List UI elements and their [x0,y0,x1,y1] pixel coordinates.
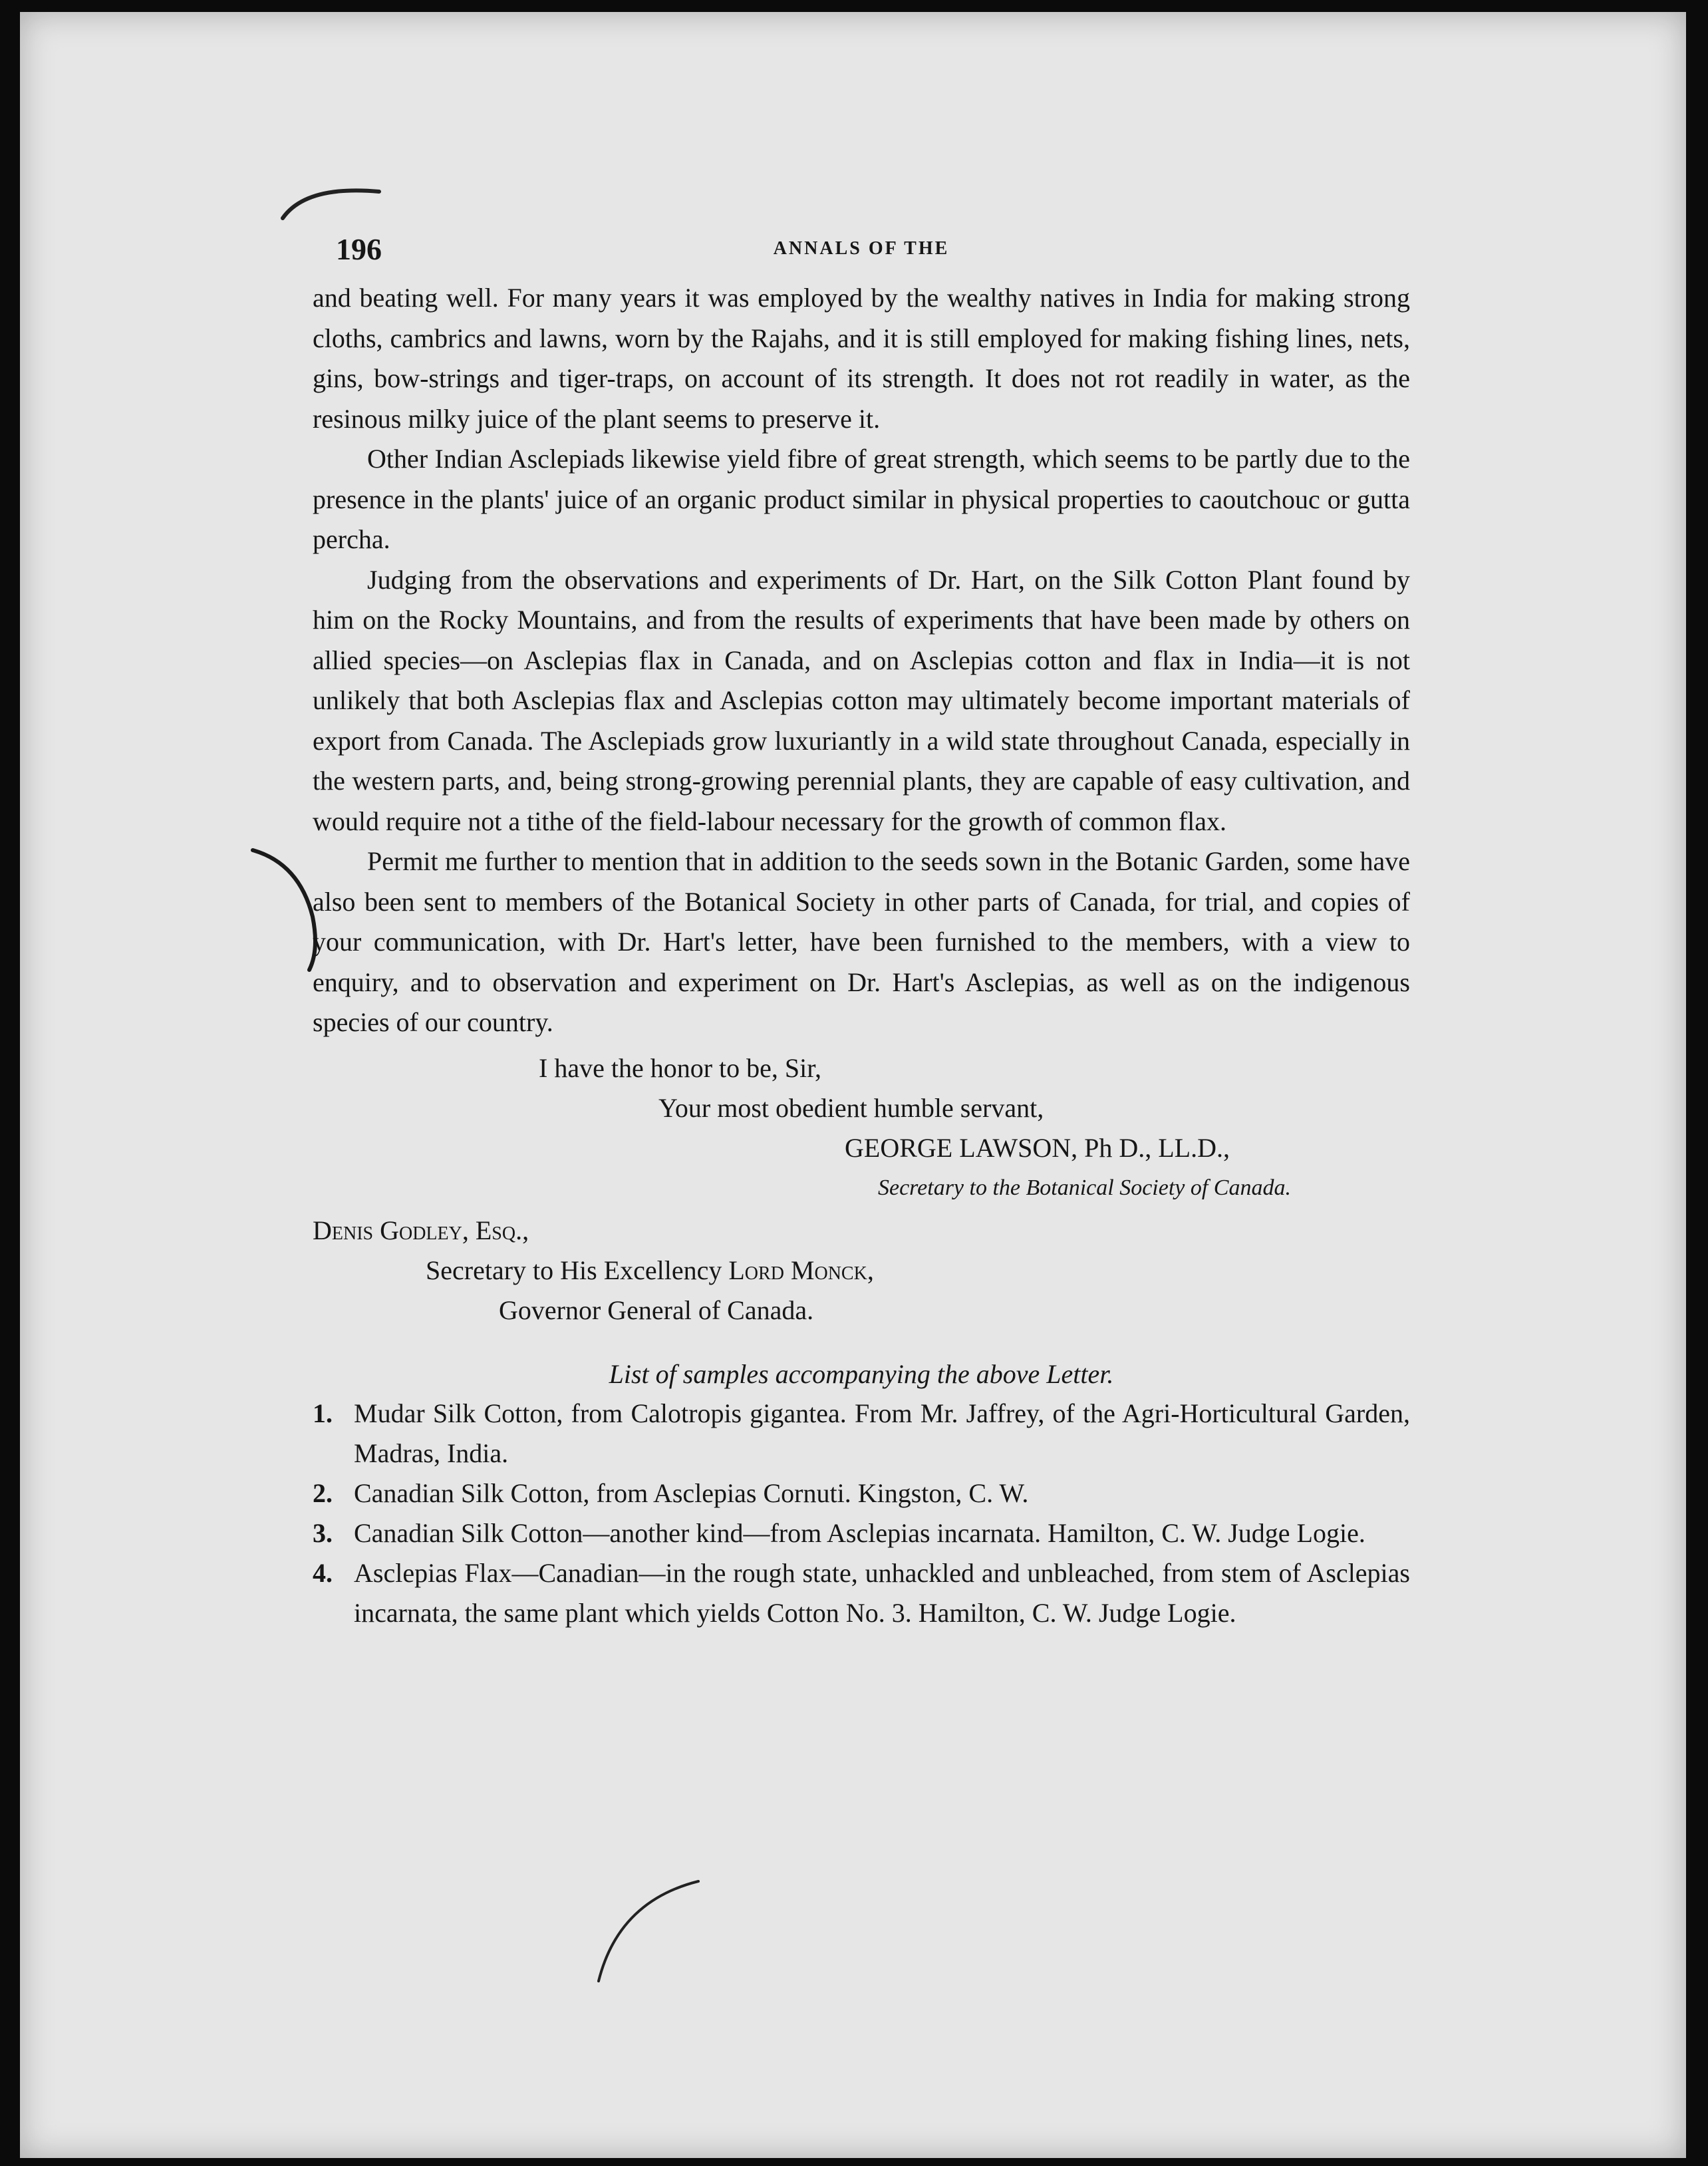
addressee-line-3: Governor General of Canada. [499,1295,814,1325]
sample-number: 2. [313,1477,333,1508]
signature-title: Secretary to the Botanical Society of Canada. [878,1175,1291,1200]
signature: GEORGE LAWSON, Ph D., LL.D., [845,1132,1230,1163]
closing-line-2: Your most obedient humble servant, [658,1092,1044,1123]
text-block [313,232,1410,1633]
addressee-line-2-name: Lord Monck, [728,1255,874,1285]
pencil-mark-top [279,178,386,225]
paragraph-2: Other Indian Asclepiads likewise yield fibre of great strength, which seems to be partly due to the presence in the plants' juice of an organic product similar in physical properties to caoutchouc or gutta percha. [313,444,1410,554]
sample-number: 1. [313,1398,333,1428]
running-head: ANNALS OF THE [773,238,950,259]
sample-number: 4. [313,1557,333,1588]
addressee-line-2-prefix: Secretary to His Excellency [426,1255,729,1285]
addressee [313,1211,1410,1330]
addressee-name: Denis Godley, Esq., [313,1215,529,1245]
letter-closing [313,1048,1410,1208]
page-header [313,232,1410,278]
sample-text: Canadian Silk Cotton—another kind—from Asclepias incarnata. Hamilton, C. W. Judge Logie. [354,1517,1365,1548]
sample-item-4 [313,1553,1410,1633]
sample-text: Mudar Silk Cotton, from Calotropis gigantea. From Mr. Jaffrey, of the Agri-Horticultural Garden, Madras, India. [354,1398,1410,1468]
page-number: 196 [336,232,382,266]
sample-item-3 [313,1513,1410,1553]
samples-list [313,1394,1410,1633]
sample-item-2 [313,1473,1410,1513]
paragraph-3: Judging from the observations and experiments of Dr. Hart, on the Silk Cotton Plant found by him on the Rocky Mountains, and from the results of experiments that have been made by others on allied species—on Asclepias flax in Canada, and on Asclepias cotton and flax in India—it is not unlikely that both Asclepias flax and Asclepias cotton may ultimately become important materials of export from Canada. The Asclepiads grow luxuriantly in a wild state throughout Canada, especially in the western parts, and, being strong-growing perennial plants, they are capable of easy cultivation, and would require not a tithe of the field-labour necessary for the growth of common flax. [313,564,1410,836]
sample-text: Asclepias Flax—Canadian—in the rough state, unhackled and unbleached, from stem of Asclepias incarnata, the same plant which yields Cotton No. 3. Hamilton, C. W. Judge Logie. [354,1557,1410,1628]
paragraph-1: and beating well. For many years it was employed by the wealthy natives in India for making strong cloths, cambrics and lawns, worn by the Rajahs, and it is still employed for making fishing lines, nets, gins, bow-strings and tiger-traps, on account of its strength. It does not rot readily in water, as the resinous milky juice of the plant seems to preserve it. [313,283,1410,434]
paragraph-4: Permit me further to mention that in addition to the seeds sown in the Botanic Garden, some have also been sent to members of the Botanical Society in other parts of Canada, for trial, and copies of your communication, with Dr. Hart's letter, have been furnished to the members, with a view to enquiry, and to observation and experiment on Dr. Hart's Asclepias, as well as on the indigenous species of our country. [313,846,1410,1037]
pencil-mark-bottom [592,1861,705,1988]
samples-list-title: List of samples accompanying the above Letter. [609,1358,1114,1389]
closing-line-1: I have the honor to be, Sir, [539,1052,821,1083]
scanned-page [20,12,1686,2158]
addressee-line-2 [313,1251,1410,1291]
letter-body [313,278,1410,1043]
sample-item-1 [313,1394,1410,1473]
sample-number: 3. [313,1517,333,1548]
sample-text: Canadian Silk Cotton, from Asclepias Cornuti. Kingston, C. W. [354,1477,1029,1508]
